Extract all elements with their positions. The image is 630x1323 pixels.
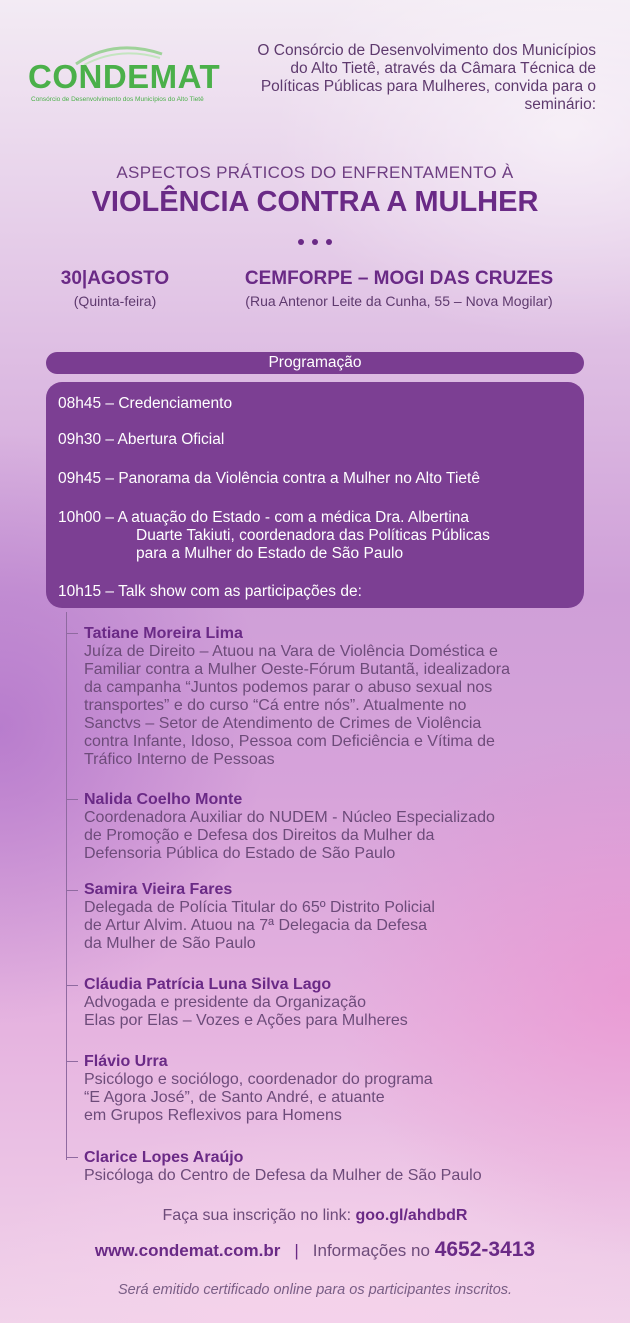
event-kicker: ASPECTOS PRÁTICOS DO ENFRENTAMENTO À [116, 163, 514, 182]
schedule-text: Panorama da Violência contra a Mulher no Alto Tietê [118, 470, 480, 487]
schedule-text: Credenciamento [118, 395, 233, 412]
schedule-text: A atuação do Estado - com a médica Dra. Albertina [117, 509, 470, 526]
dot-icon [326, 239, 332, 245]
schedule-text-continued: Duarte Takiuti, coordenadora das Políticas Públicas [136, 527, 490, 544]
logo-wordmark: CONDEMAT [28, 58, 221, 95]
schedule-text: Abertura Oficial [117, 431, 225, 448]
phone-number: 4652-3413 [434, 1238, 536, 1261]
schedule-time: 08h45 [58, 395, 102, 412]
speaker-bio: Juíza de Direito – Atuou na Vara de Violência Doméstica e Familiar contra a Mulher Oeste-Fórum Butantã, idealizadora da campanha “Juntos podemos parar o abuso sexual nos transportes” e do curso “Cá entre nós”. Atualmente no Sanctvs – Setor de Atendimento de Crimes de Violência contra Infante, Idoso, Pessoa com Deficiência e Vítima de Tráfico Interno de Pessoas [84, 643, 510, 768]
event-address: (Rua Antenor Leite da Cunha, 55 – Nova Mogilar) [245, 293, 553, 309]
condemat-logo [28, 44, 243, 114]
dot-icon [298, 239, 304, 245]
schedule-item: 08h45 – Credenciamento [58, 395, 233, 412]
speaker-bio: Psicólogo e sociólogo, coordenador do programa “E Agora José”, de Santo André, e atuante em Grupos Reflexivos para Homens [84, 1071, 433, 1124]
schedule-panel [46, 382, 584, 608]
schedule-item: 10h15 – Talk show com as participações de: [58, 583, 362, 600]
speaker-entry [84, 791, 604, 863]
timeline-line [66, 612, 67, 1160]
speaker-name: Samira Vieira Fares [84, 881, 233, 898]
timeline-tick [66, 985, 78, 986]
schedule-time: 10h00 [58, 509, 102, 526]
signup-link[interactable]: goo.gl/ahdbdR [355, 1207, 468, 1224]
schedule-item: 10h00 – A atuação do Estado - com a médica Dra. Albertina [58, 509, 470, 526]
program-label: Programação [46, 352, 584, 374]
schedule-time: 09h45 [58, 470, 102, 487]
event-venue: CEMFORPE – MOGI DAS CRUZES [244, 268, 554, 289]
website-link[interactable]: www.condemat.com.br [94, 1241, 281, 1260]
intro-text: O Consórcio de Desenvolvimento dos Municípios do Alto Tietê, através da Câmara Técnica de Políticas Públicas para Mulheres, convida para o seminário: [257, 42, 596, 113]
info-label: Informações no [312, 1241, 430, 1260]
speaker-entry [84, 881, 604, 953]
separator-dots [0, 232, 630, 250]
speaker-name: Tatiane Moreira Lima [84, 625, 243, 642]
speaker-entry [84, 1053, 604, 1125]
schedule-text-continued: para a Mulher do Estado de São Paulo [136, 545, 404, 562]
schedule-item: 09h45 – Panorama da Violência contra a Mulher no Alto Tietê [58, 470, 480, 487]
signup-label: Faça sua inscrição no link: [162, 1207, 352, 1224]
schedule-item: 09h30 – Abertura Oficial [58, 431, 225, 448]
event-weekday: (Quinta-feira) [73, 293, 157, 309]
logo-subtitle: Consórcio de Desenvolvimento dos Municípios do Alto Tietê [31, 96, 204, 103]
footer-separator: | [294, 1241, 299, 1260]
speaker-bio: Coordenadora Auxiliar do NUDEM - Núcleo Especializado de Promoção e Defesa dos Direitos da Mulher da Defensoria Pública do Estado de São Paulo [84, 809, 495, 862]
timeline-tick [66, 1061, 78, 1062]
speaker-name: Flávio Urra [84, 1053, 168, 1070]
speaker-entry [84, 976, 604, 1030]
certificate-note: Será emitido certificado online para os participantes inscritos. [117, 1282, 513, 1298]
schedule-time: 09h30 [58, 431, 102, 448]
footer-contact [0, 1238, 630, 1262]
timeline-tick [66, 890, 78, 891]
speaker-bio: Delegada de Polícia Titular do 65º Distrito Policial de Artur Alvim. Atuou na 7ª Delegacia da Defesa da Mulher de São Paulo [84, 899, 435, 952]
speaker-entry [84, 1149, 604, 1185]
timeline-tick [66, 799, 78, 800]
signup-line [0, 1207, 630, 1225]
timeline-tick [66, 633, 78, 634]
dot-icon [312, 239, 318, 245]
speaker-entry [84, 625, 604, 769]
speaker-name: Cláudia Patrícia Luna Silva Lago [84, 976, 332, 993]
speaker-bio: Psicóloga do Centro de Defesa da Mulher de São Paulo [84, 1167, 482, 1184]
speaker-name: Nalida Coelho Monte [84, 791, 243, 808]
event-date: 30|AGOSTO [60, 268, 170, 289]
speaker-name: Clarice Lopes Araújo [84, 1149, 244, 1166]
schedule-time: 10h15 [58, 583, 102, 600]
timeline-tick [66, 1157, 78, 1158]
speaker-bio: Advogada e presidente da Organização Elas por Elas – Vozes e Ações para Mulheres [84, 994, 408, 1029]
schedule-text: Talk show com as participações de: [118, 583, 362, 600]
event-title: VIOLÊNCIA CONTRA A MULHER [91, 186, 539, 218]
